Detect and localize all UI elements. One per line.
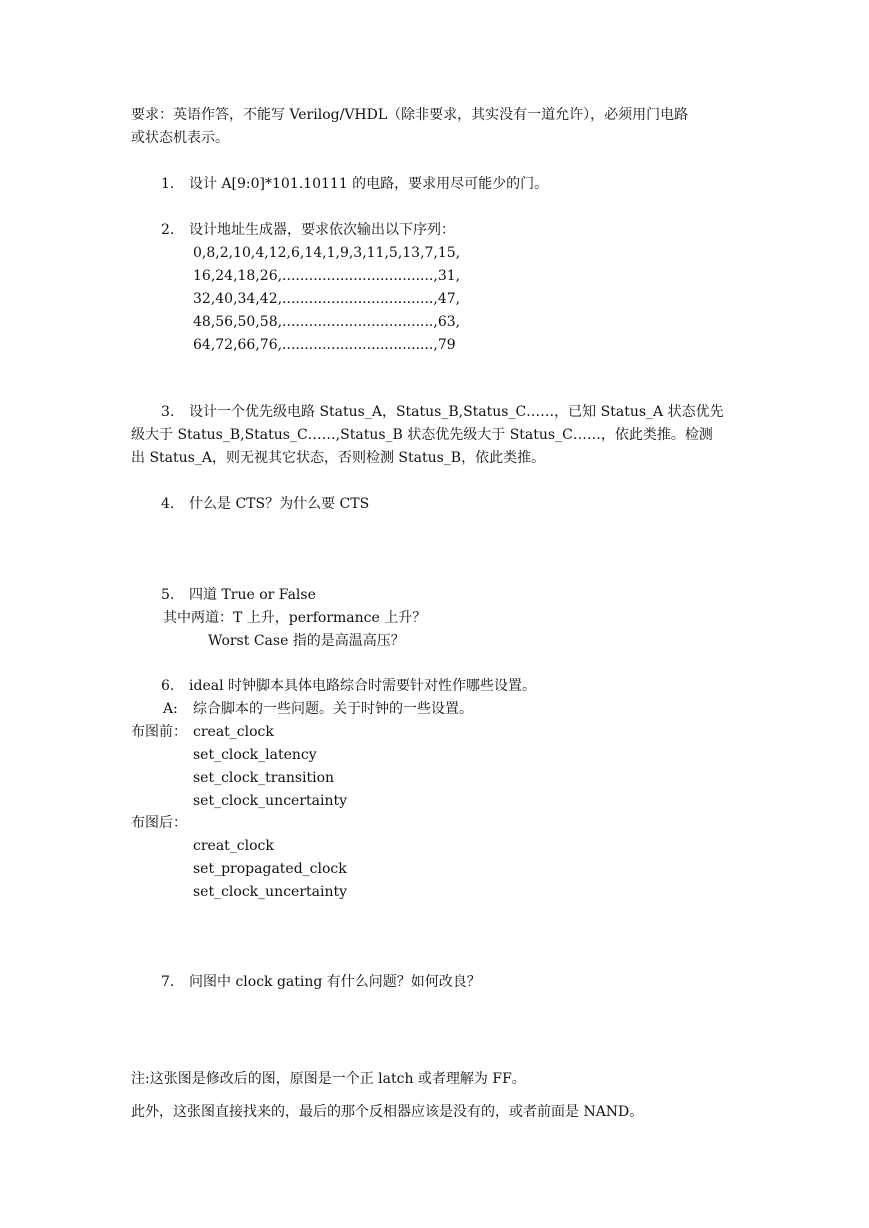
q2-sequence-line: 64,72,66,76,..................................,79 <box>193 337 456 353</box>
q3-line-3: 出 Status_A，则无视其它状态，否则检测 Status_B，依此类推。 <box>131 450 546 466</box>
q5-number: 5. <box>161 587 175 603</box>
q2-sequence-line: 16,24,18,26,..................................,31, <box>193 268 461 284</box>
q6-number: 6. <box>161 678 175 694</box>
post-layout-command: set_clock_uncertainty <box>193 884 348 900</box>
note-line-1: 注:这张图是修改后的图，原图是一个正 latch 或者理解为 FF。 <box>131 1071 526 1087</box>
intro-line-2: 或状态机表示。 <box>131 130 229 146</box>
q2-number: 2. <box>161 222 175 238</box>
pre-layout-command: set_clock_transition <box>193 770 335 786</box>
q2-sequence-line: 48,56,50,58,..................................,63, <box>193 314 461 330</box>
q6-text: ideal 时钟脚本具体电路综合时需要针对性作哪些设置。 <box>189 678 536 694</box>
q6-answer-text: 综合脚本的一些问题。关于时钟的一些设置。 <box>193 701 473 717</box>
pre-layout-label: 布图前： <box>131 724 187 740</box>
pre-layout-command: creat_clock <box>193 724 274 740</box>
q5-sub-1: 其中两道：T 上升，performance 上升？ <box>163 610 427 626</box>
q2-sequence-line: 32,40,34,42,..................................,47, <box>193 291 461 307</box>
post-layout-command: creat_clock <box>193 838 274 854</box>
q2-text: 设计地址生成器，要求依次输出以下序列： <box>189 222 455 238</box>
pre-layout-command: set_clock_uncertainty <box>193 793 348 809</box>
intro-line-1: 要求：英语作答，不能写 Verilog/VHDL（除非要求，其实没有一道允许），必须用门电路 <box>131 107 689 123</box>
note-line-2: 此外，这张图直接找来的，最后的那个反相器应该是没有的，或者前面是 NAND。 <box>131 1104 644 1120</box>
q4-text: 什么是 CTS？为什么要 CTS <box>189 496 370 512</box>
q7-text: 问图中 clock gating 有什么问题？如何改良？ <box>189 974 481 990</box>
q4-number: 4. <box>161 496 175 512</box>
q1-number: 1. <box>161 176 175 192</box>
q3-line-1: 设计一个优先级电路 Status_A，Status_B,Status_C……，已知 Status_A 状态优先 <box>189 404 724 420</box>
q1-text: 设计 A[9:0]*101.10111 的电路，要求用尽可能少的门。 <box>189 176 549 192</box>
q3-number: 3. <box>161 404 175 420</box>
q5-sub-2: Worst Case 指的是高温高压？ <box>208 633 405 649</box>
q5-text: 四道 True or False <box>189 587 316 603</box>
q6-answer-label: A: <box>163 701 178 717</box>
post-layout-command: set_propagated_clock <box>193 861 347 877</box>
q7-number: 7. <box>161 974 175 990</box>
pre-layout-command: set_clock_latency <box>193 747 317 763</box>
q2-sequence-line: 0,8,2,10,4,12,6,14,1,9,3,11,5,13,7,15, <box>193 245 461 261</box>
post-layout-label: 布图后： <box>131 815 187 831</box>
q3-line-2: 级大于 Status_B,Status_C……,Status_B 状态优先级大于 Status_C……，依此类推。检测 <box>131 427 713 443</box>
